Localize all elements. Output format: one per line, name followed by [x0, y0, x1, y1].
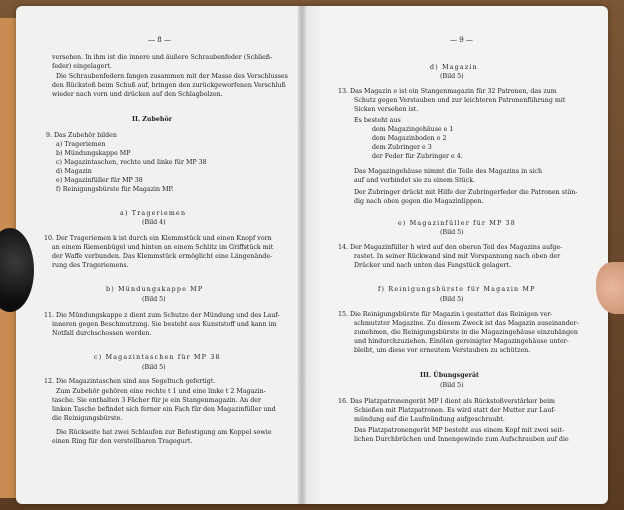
right-page	[302, 6, 608, 504]
text-line: der Waffe verbunden. Das Klemmstück ermöglicht eine Längenände-	[52, 253, 273, 260]
text-line: einen Ring für den verstellbaren Tragegurt.	[52, 438, 193, 445]
text-line: Die Schraubenfedern fangen zusammen mit der Masse des Verschlusses	[56, 73, 288, 80]
list-item: b) Mündungskappe MP	[56, 150, 131, 157]
text-line: versehen. In ihm ist die innere und äußere Schraubenfeder (Schließ-	[52, 54, 273, 61]
subsection-heading: c) Magazintaschen für MP 38	[94, 354, 221, 361]
figure-reference: (Bild 5)	[440, 296, 464, 303]
list-item: der Feder für Zubringer e 4.	[372, 153, 463, 160]
text-line: linken Tasche befindet sich ferner ein Fach für den Magazinfüller und	[52, 406, 276, 413]
figure-reference: (Bild 5)	[142, 364, 166, 371]
list-item: dem Magazinboden e 2	[372, 135, 447, 142]
figure-reference: (Bild 4)	[142, 219, 166, 226]
list-item: f) Reinigungsbürste für Magazin MP.	[56, 186, 174, 193]
text-line: Drücker und nach unten das Fangstück gelagert.	[354, 262, 511, 269]
text-line: Die Rückseite hat zwei Schlaufen zur Befestigung am Koppel sowie	[56, 429, 272, 436]
text-line: an einem Riemenbügel und hinten an einem Schlitz im Griffstück mit	[52, 244, 274, 251]
list-item: d) Magazin	[56, 168, 92, 175]
list-item: dem Zubringer e 3	[372, 144, 432, 151]
text-line: Der Zubringer drückt mit Hilfe der Zubringerfeder die Patronen stän-	[354, 189, 578, 196]
text-line: Sicken versehen ist.	[354, 106, 419, 113]
text-line: lichen Durchbrüchen und Innengewinde zum Aufschrauben auf die	[354, 436, 569, 443]
text-line: Schutz gegen Verstauben und zur leichteren Patronenführung mit	[354, 97, 566, 104]
list-item: dem Magazingehäuse e 1	[372, 126, 454, 133]
text-line: 16. Das Platzpatronengerät MP l dient als Rückstoßverstärker beim	[338, 398, 555, 405]
text-line: dig nach oben gegen die Magazinlippen.	[354, 198, 484, 205]
subsection-heading: f) Reinigungsbürste für Magazin MP	[378, 286, 536, 293]
text-line: mündung auf die Laufmündung aufgeschraubt.	[354, 416, 505, 423]
text-line: schmutzter Magazine. Zu diesem Zweck ist das Magazin auseinander-	[354, 320, 579, 327]
text-line: auf und verbindet sie zu einem Stück.	[354, 177, 476, 184]
text-line: 9. Das Zubehör bilden	[46, 132, 117, 139]
section-heading: II. Zubehör	[132, 116, 172, 123]
text-line: tasche. Sie enthalten 3 Fächer für je ein Stangenmagazin. An der	[52, 397, 261, 404]
section-heading: III. Übungsgerät	[420, 372, 479, 379]
list-item: c) Magazintaschen, rechte und linke für MP 38	[56, 159, 207, 166]
figure-reference: (Bild 5)	[440, 382, 464, 389]
right-page-text	[302, 6, 608, 504]
figure-reference: (Bild 5)	[440, 73, 464, 80]
text-line: Das Magazingehäuse nimmt die Teile des Magazins in sich	[354, 168, 542, 175]
page-number-right: — 9 —	[450, 36, 473, 44]
text-line: 10. Der Trageriemen k ist durch ein Klemmstück und einen Knopf vorn	[44, 235, 272, 242]
subsection-heading: b) Mündungskappe MP	[106, 286, 204, 293]
text-line: Notfall durchschossen werden.	[52, 330, 152, 337]
left-page	[16, 6, 302, 504]
text-line: feder) eingelagert.	[52, 63, 112, 70]
text-line: den Rückstoß beim Schuß auf, bringen den zurückgeworfenen Verschluß	[52, 82, 286, 89]
text-line: bleibt, um diese vor erneutem Verstauben zu schützen.	[354, 347, 531, 354]
subsection-heading: d) Magazin	[430, 64, 478, 71]
text-line: und hindurchzuziehen. Einölen gereinigter Magazingehäuse unter-	[354, 338, 569, 345]
left-page-text	[16, 6, 302, 504]
text-line: 14. Der Magazinfüller h wird auf den oberen Teil des Magazins aufge-	[338, 244, 563, 251]
text-line: Zum Zubehör gehören eine rechte t 1 und eine linke t 2 Magazin-	[56, 388, 266, 395]
text-line: rastet. In seiner Rückwand sind mit Vorspannung nach oben der	[354, 253, 561, 260]
book-gutter	[298, 6, 306, 504]
page-number-left: — 8 —	[148, 36, 171, 44]
figure-reference: (Bild 5)	[142, 296, 166, 303]
figure-reference: (Bild 5)	[440, 229, 464, 236]
text-line: wieder nach vorn und drücken auf den Schlagbolzen.	[52, 91, 223, 98]
text-line: zunehmen, die Reinigungsbürste in die Magazingehäuse einzuhängen	[354, 329, 578, 336]
text-line: Es besteht aus	[354, 117, 401, 124]
text-line: inneren gegen Beschmutzung. Sie besteht aus Kunststoff und kann im	[52, 321, 277, 328]
text-line: die Reinigungsbürste.	[52, 415, 123, 422]
text-line: Das Platzpatronengerät MP besteht aus einem Kopf mit zwei seit-	[354, 427, 565, 434]
text-line: 15. Die Reinigungsbürste für Magazin i gestattet das Reinigen ver-	[338, 311, 553, 318]
subsection-heading: a) Trageriemen	[120, 210, 187, 217]
subsection-heading: e) Magazinfüller für MP 38	[398, 220, 517, 227]
list-item: a) Trageriemen	[56, 141, 106, 148]
text-line: Schießen mit Platzpatronen. Es wird statt der Mutter zur Lauf-	[354, 407, 556, 414]
text-line: 11. Die Mündungskappe z dient zum Schutze der Mündung und des Lauf-	[44, 312, 280, 319]
text-line: 13. Das Magazin e ist ein Stangenmagazin für 32 Patronen, das zum	[338, 88, 557, 95]
list-item: e) Magazinfüller für MP 38	[56, 177, 143, 184]
text-line: 12. Die Magazintaschen sind aus Segeltuch gefertigt.	[44, 378, 216, 385]
text-line: rung des Trageriemens.	[52, 262, 129, 269]
